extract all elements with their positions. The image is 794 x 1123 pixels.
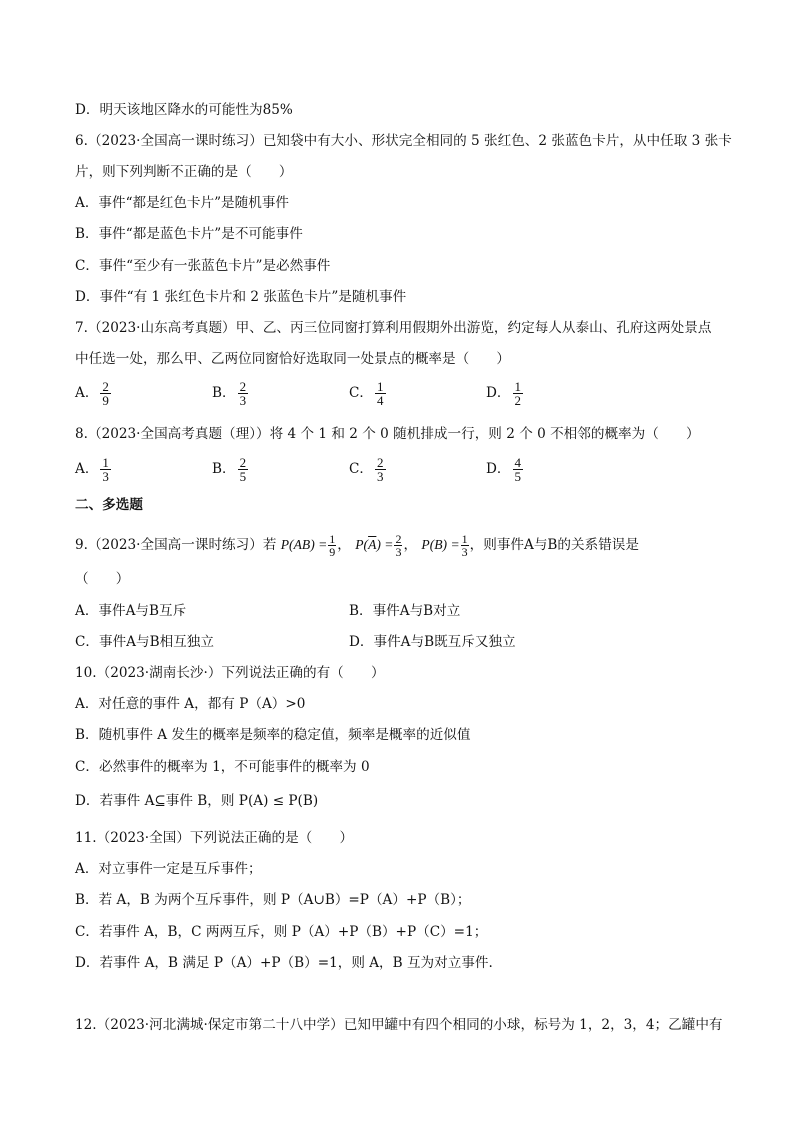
q10-option-c: C．必然事件的概率为 1，不可能事件的概率为 0 (75, 759, 370, 775)
option-label: D． (486, 461, 511, 477)
q10-option-a: A．对任意的事件 A，都有 P（A）>0 (75, 696, 306, 712)
p-b: P(B) = (421, 537, 460, 552)
q10-option-b: B．随机事件 A 发生的概率是频率的稳定值，频率是概率的近似值 (75, 727, 471, 743)
q6-stem-line2: 片，则下列判断不正确的是（ ） (75, 164, 293, 180)
q7-stem-line1: 7.（2023·山东高考真题）甲、乙、丙三位同窗打算利用假期外出游览，约定每人从泰山、孔府这两处景点 (75, 320, 712, 336)
q7-option-a (75, 380, 113, 407)
q9-suffix: ，则事件A与B的关系错误是 (469, 537, 639, 553)
fraction: $\frac{2}{3}$ (377, 455, 384, 484)
option-label: A． (75, 385, 99, 401)
q6-option-b: B．事件“都是蓝色卡片”是不可能事件 (75, 226, 303, 242)
fraction: $\frac{1}{3}$ (461, 532, 468, 559)
section-heading: 二、多选题 (75, 497, 143, 513)
q8-option-d (486, 456, 525, 483)
q6-option-a: A．事件“都是红色卡片”是随机事件 (75, 195, 290, 211)
q11-option-a: A．对立事件一定是互斥事件； (75, 861, 262, 877)
q10-stem-line1: 10.（2023·湖南长沙·）下列说法正确的有（ ） (75, 665, 385, 681)
fraction: $\frac{2}{3}$ (239, 379, 247, 408)
q6-option-d: D．事件“有 1 张红色卡片和 2 张蓝色卡片”是随机事件 (75, 289, 407, 305)
fraction: $\frac{4}{5}$ (514, 455, 521, 484)
q8-option-c (349, 456, 388, 483)
q7-option-d (486, 380, 525, 407)
fraction: $\frac{1}{3}$ (102, 455, 109, 484)
q11-option-c: C．若事件 A，B，C 两两互斥，则 P（A）+P（B）+P（C）=1； (75, 924, 488, 940)
fraction: $\frac{1}{9}$ (329, 532, 336, 559)
q12-stem-line1: 12.（2023·河北满城·保定市第二十八中学）已知甲罐中有四个相同的小球，标号为 1，2，3，4；乙罐中有 (75, 1017, 723, 1033)
q6-stem-line1: 6.（2023·全国高一课时练习）已知袋中有大小、形状完全相同的 5 张红色、2 张蓝色卡片，从中任取 3 张卡 (75, 133, 732, 149)
q8-option-b (212, 456, 250, 483)
q5-option-d: D．明天该地区降水的可能性为85% (75, 102, 293, 118)
fraction: $\frac{2}{9}$ (102, 379, 109, 408)
q10-option-d: D．若事件 A⊆事件 B，则 P(A) ≤ P(B) (75, 793, 319, 809)
q9-stem-line1: 9.（2023·全国高一课时练习）若 P(AB) = $\frac{1}{9}$ ， $P(\overline{A})$ = $\frac{2}{3}$ ， P(B) = $\frac{1}{3}$ ，则事件A与B的关系错误是 (75, 532, 639, 559)
q7-option-c (349, 380, 388, 407)
q9-option-a: A．事件A与B互斥 (75, 603, 187, 619)
p-ab: P(AB) = (280, 537, 328, 552)
q7-option-b (212, 380, 250, 407)
q6-option-c: C．事件“至少有一张蓝色卡片”是必然事件 (75, 258, 331, 274)
q11-stem-line1: 11.（2023·全国）下列说法正确的是（ ） (75, 830, 354, 846)
q11-option-d: D．若事件 A，B 满足 P（A）+P（B）=1，则 A，B 互为对立事件. (75, 955, 493, 971)
fraction: $\frac{1}{2}$ (514, 379, 521, 408)
option-label: A． (75, 461, 99, 477)
q7-stem-line2: 中任选一处，那么甲、乙两位同窗恰好选取同一处景点的概率是（ ） (75, 351, 510, 367)
q11-option-b: B．若 A，B 为两个互斥事件，则 P（A∪B）=P（A）+P（B）； (75, 892, 471, 908)
q9-option-b: B．事件A与B对立 (349, 603, 461, 619)
option-label: B． (212, 461, 236, 477)
q9-option-c: C．事件A与B相互独立 (75, 634, 214, 650)
p-a-bar: $P(\overline{A})$ = (355, 537, 394, 552)
q8-option-a (75, 456, 113, 483)
q8-stem-line1: 8.（2023·全国高考真题（理））将 4 个 1 和 2 个 0 随机排成一行，则 2 个 0 不相邻的概率为（ ） (75, 426, 700, 442)
option-label: C． (349, 461, 373, 477)
fraction: $\frac{2}{5}$ (239, 455, 247, 484)
fraction: $\frac{1}{4}$ (377, 379, 384, 408)
option-label: C． (349, 385, 373, 401)
fraction: $\frac{2}{3}$ (395, 532, 402, 559)
q9-stem-line2: （ ） (75, 571, 130, 587)
q9-prefix: 9.（2023·全国高一课时练习）若 (75, 537, 277, 553)
q9-option-d: D．事件A与B既互斥又独立 (349, 634, 516, 650)
option-label: D． (486, 385, 511, 401)
option-label: B． (212, 385, 236, 401)
